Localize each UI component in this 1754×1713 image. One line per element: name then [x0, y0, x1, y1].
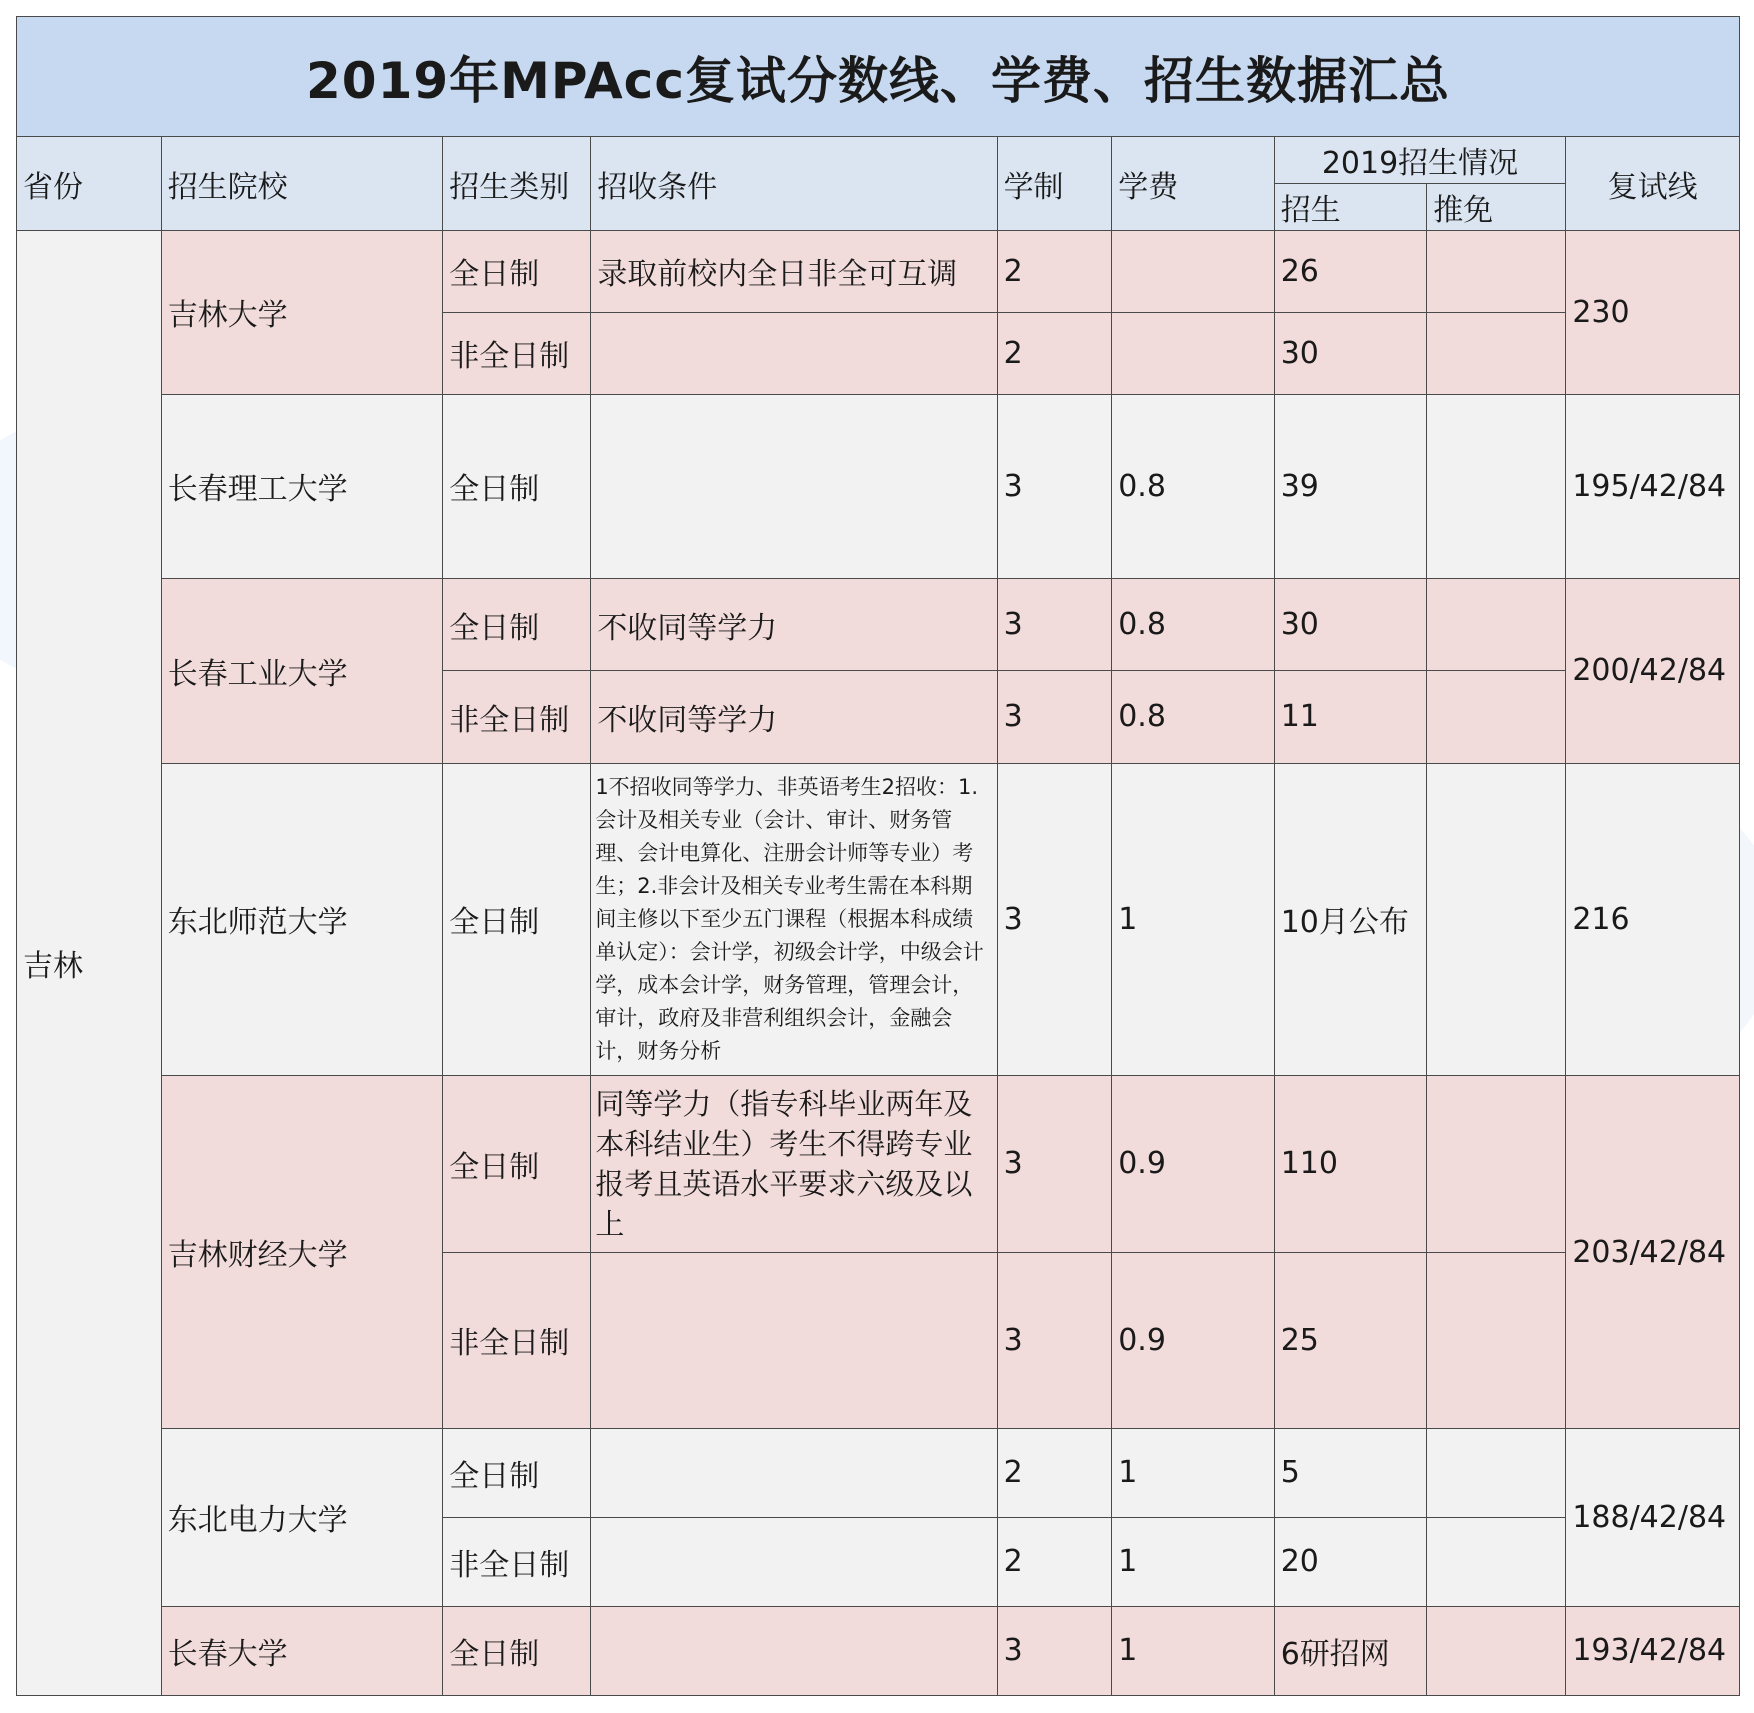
- table-row: [17, 763, 1740, 1076]
- duration-cell: 2: [997, 312, 1112, 394]
- duration-cell: 3: [997, 579, 1112, 671]
- duration-cell: 3: [997, 394, 1112, 578]
- header-category: 招生类别: [443, 137, 591, 231]
- exempt-cell: [1427, 579, 1566, 671]
- tuition-cell: 1: [1112, 1517, 1275, 1606]
- category-cell: 全日制: [443, 1076, 591, 1252]
- enroll-cell: 39: [1274, 394, 1426, 578]
- conditions-cell: [591, 1428, 997, 1517]
- mpacc-summary-table: [16, 16, 1740, 1696]
- tuition-cell: 0.9: [1112, 1252, 1275, 1428]
- tuition-cell: 1: [1112, 763, 1275, 1076]
- exempt-cell: [1427, 231, 1566, 313]
- header-duration: 学制: [997, 137, 1112, 231]
- cutoff-cell: 193/42/84: [1566, 1606, 1740, 1695]
- enroll-cell: 30: [1274, 579, 1426, 671]
- conditions-cell: [591, 312, 997, 394]
- conditions-cell: [591, 1606, 997, 1695]
- tuition-cell: 0.9: [1112, 1076, 1275, 1252]
- header-exempt: 推免: [1427, 184, 1566, 231]
- conditions-cell: 1不招收同等学力、非英语考生2招收：1.会计及相关专业（会计、审计、财务管理、会计电算化、注册会计师等专业）考生；2.非会计及相关专业考生需在本科期间主修以下至少五门课程（根据本科成绩单认定）：会计学，初级会计学，中级会计学，成本会计学，财务管理，管理会计，审计，政府及非营利组织会计，金融会计，财务分析: [591, 763, 997, 1076]
- school-name: 吉林大学: [161, 231, 443, 395]
- category-cell: 全日制: [443, 231, 591, 313]
- conditions-cell: 录取前校内全日非全可互调: [591, 231, 997, 313]
- exempt-cell: [1427, 1517, 1566, 1606]
- category-cell: 全日制: [443, 579, 591, 671]
- school-name: 东北师范大学: [161, 763, 443, 1076]
- table-row: [17, 579, 1740, 671]
- header-cutoff: 复试线: [1566, 137, 1740, 231]
- category-cell: 非全日制: [443, 1517, 591, 1606]
- duration-cell: 3: [997, 763, 1112, 1076]
- category-cell: 全日制: [443, 763, 591, 1076]
- enroll-cell: 20: [1274, 1517, 1426, 1606]
- header-enroll-group: 2019招生情况: [1274, 137, 1566, 184]
- exempt-cell: [1427, 671, 1566, 763]
- school-name: 长春大学: [161, 1606, 443, 1695]
- header-province: 省份: [17, 137, 162, 231]
- tuition-cell: 0.8: [1112, 671, 1275, 763]
- cutoff-cell: 216: [1566, 763, 1740, 1076]
- conditions-cell: [591, 1252, 997, 1428]
- enroll-cell: 110: [1274, 1076, 1426, 1252]
- duration-cell: 2: [997, 1428, 1112, 1517]
- school-name: 长春工业大学: [161, 579, 443, 763]
- category-cell: 非全日制: [443, 671, 591, 763]
- tuition-cell: 0.8: [1112, 394, 1275, 578]
- school-name: 东北电力大学: [161, 1428, 443, 1606]
- category-cell: 全日制: [443, 1606, 591, 1695]
- duration-cell: 3: [997, 671, 1112, 763]
- province-cell: 吉林: [17, 231, 162, 1696]
- conditions-cell: [591, 1517, 997, 1606]
- exempt-cell: [1427, 312, 1566, 394]
- school-name: 吉林财经大学: [161, 1076, 443, 1428]
- category-cell: 全日制: [443, 1428, 591, 1517]
- conditions-cell: [591, 394, 997, 578]
- header-enroll: 招生: [1274, 184, 1426, 231]
- cutoff-cell: 230: [1566, 231, 1740, 395]
- enroll-cell: 25: [1274, 1252, 1426, 1428]
- enroll-cell: 11: [1274, 671, 1426, 763]
- header-tuition: 学费: [1112, 137, 1275, 231]
- table-row: [17, 1428, 1740, 1517]
- exempt-cell: [1427, 763, 1566, 1076]
- header-conditions: 招收条件: [591, 137, 997, 231]
- duration-cell: 3: [997, 1252, 1112, 1428]
- school-name: 长春理工大学: [161, 394, 443, 578]
- tuition-cell: 0.8: [1112, 579, 1275, 671]
- exempt-cell: [1427, 1252, 1566, 1428]
- page-title: 2019年MPAcc复试分数线、学费、招生数据汇总: [17, 17, 1740, 137]
- table-row: [17, 1076, 1740, 1252]
- table-row: [17, 231, 1740, 313]
- enroll-cell: 30: [1274, 312, 1426, 394]
- duration-cell: 3: [997, 1076, 1112, 1252]
- cutoff-cell: 203/42/84: [1566, 1076, 1740, 1428]
- enroll-cell: 6研招网: [1274, 1606, 1426, 1695]
- exempt-cell: [1427, 1076, 1566, 1252]
- conditions-cell: 不收同等学力: [591, 579, 997, 671]
- duration-cell: 2: [997, 1517, 1112, 1606]
- enroll-cell: 26: [1274, 231, 1426, 313]
- duration-cell: 3: [997, 1606, 1112, 1695]
- tuition-cell: 1: [1112, 1428, 1275, 1517]
- enroll-cell: 10月公布: [1274, 763, 1426, 1076]
- category-cell: 非全日制: [443, 312, 591, 394]
- conditions-cell: 不收同等学力: [591, 671, 997, 763]
- conditions-cell: 同等学力（指专科毕业两年及本科结业生）考生不得跨专业报考且英语水平要求六级及以上: [591, 1076, 997, 1252]
- table-row: [17, 1606, 1740, 1695]
- exempt-cell: [1427, 1606, 1566, 1695]
- category-cell: 全日制: [443, 394, 591, 578]
- enroll-cell: 5: [1274, 1428, 1426, 1517]
- exempt-cell: [1427, 1428, 1566, 1517]
- table-row: [17, 394, 1740, 578]
- tuition-cell: [1112, 312, 1275, 394]
- category-cell: 非全日制: [443, 1252, 591, 1428]
- duration-cell: 2: [997, 231, 1112, 313]
- cutoff-cell: 195/42/84: [1566, 394, 1740, 578]
- exempt-cell: [1427, 394, 1566, 578]
- tuition-cell: [1112, 231, 1275, 313]
- cutoff-cell: 200/42/84: [1566, 579, 1740, 763]
- cutoff-cell: 188/42/84: [1566, 1428, 1740, 1606]
- header-school: 招生院校: [161, 137, 443, 231]
- tuition-cell: 1: [1112, 1606, 1275, 1695]
